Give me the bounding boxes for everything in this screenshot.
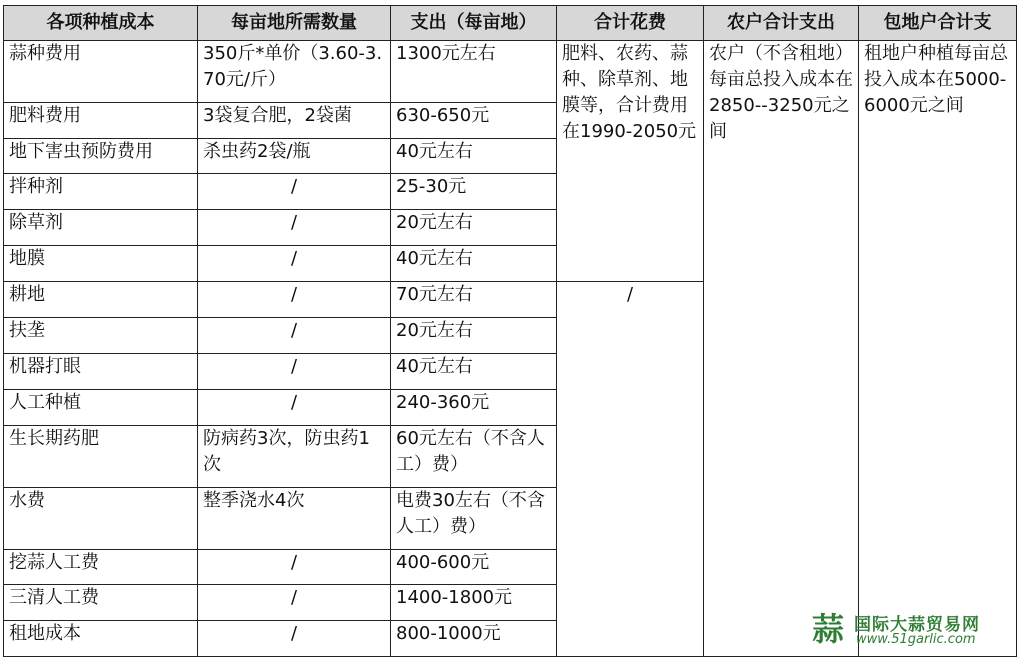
header-cost-item: 各项种植成本: [4, 6, 198, 41]
cost-item-cell: 机器打眼: [4, 354, 198, 390]
cost-item-cell: 挖蒜人工费: [4, 550, 198, 585]
cost-item-cell: 租地成本: [4, 621, 198, 657]
cost-item-cell: 地膜: [4, 246, 198, 282]
cost-item-cell: 地下害虫预防费用: [4, 139, 198, 174]
cost-item-cell: 蒜种费用: [4, 41, 198, 103]
table-row: [4, 41, 1017, 103]
cost-cell: 70元左右: [391, 282, 557, 318]
cost-item-cell: 生长期药肥: [4, 426, 198, 488]
quantity-cell: 杀虫药2袋/瓶: [198, 139, 391, 174]
header-quantity: 每亩地所需数量: [198, 6, 391, 41]
cost-cell: 240-360元: [391, 390, 557, 426]
quantity-cell: 整季浇水4次: [198, 488, 391, 550]
quantity-cell: /: [198, 282, 391, 318]
farmer-total-cell: 农户（不含租地）每亩总投入成本在2850--3250元之间: [704, 41, 859, 657]
quantity-cell: /: [198, 390, 391, 426]
cost-item-cell: 扶垄: [4, 318, 198, 354]
tenant-total-cell: 租地户种植每亩总投入成本在5000-6000元之间: [859, 41, 1017, 657]
quantity-cell: /: [198, 174, 391, 210]
cost-item-cell: 人工种植: [4, 390, 198, 426]
cost-item-cell: 除草剂: [4, 210, 198, 246]
cost-cell: 25-30元: [391, 174, 557, 210]
cost-cell: 630-650元: [391, 103, 557, 139]
cost-cell: 20元左右: [391, 210, 557, 246]
quantity-cell: 350斤*单价（3.60-3.70元/斤）: [198, 41, 391, 103]
quantity-cell: 3袋复合肥，2袋菌: [198, 103, 391, 139]
cost-cell: 400-600元: [391, 550, 557, 585]
cost-cell: 40元左右: [391, 246, 557, 282]
cost-cell: 电费30左右（不含人工）费）: [391, 488, 557, 550]
merged-total-cost-cell-empty: /: [557, 282, 704, 657]
watermark-url: www.51garlic.com: [856, 632, 976, 647]
cost-cell: 20元左右: [391, 318, 557, 354]
garlic-logo-icon: 蒜: [812, 610, 845, 648]
quantity-cell: /: [198, 354, 391, 390]
quantity-cell: 防病药3次，防虫药1次: [198, 426, 391, 488]
cost-cell: 60元左右（不含人工）费）: [391, 426, 557, 488]
watermark-site-name: 国际大蒜贸易网: [854, 615, 980, 635]
quantity-cell: /: [198, 318, 391, 354]
cost-cell: 1300元左右: [391, 41, 557, 103]
quantity-cell: /: [198, 210, 391, 246]
quantity-cell: /: [198, 621, 391, 657]
cost-item-cell: 肥料费用: [4, 103, 198, 139]
header-expense-per-mu: 支出（每亩地）: [391, 6, 557, 41]
cost-cell: 40元左右: [391, 139, 557, 174]
quantity-cell: /: [198, 585, 391, 621]
cost-item-cell: 水费: [4, 488, 198, 550]
header-row: [4, 6, 1017, 41]
cost-item-cell: 三清人工费: [4, 585, 198, 621]
site-watermark: [812, 608, 1012, 654]
quantity-cell: /: [198, 550, 391, 585]
quantity-cell: /: [198, 246, 391, 282]
merged-total-cost-cell: 肥料、农药、蒜种、除草剂、地膜等，合计费用在1990-2050元: [557, 41, 704, 282]
cost-item-cell: 拌种剂: [4, 174, 198, 210]
cost-cell: 800-1000元: [391, 621, 557, 657]
cost-item-cell: 耕地: [4, 282, 198, 318]
cost-cell: 1400-1800元: [391, 585, 557, 621]
planting-cost-table: [3, 5, 1017, 657]
header-tenant-total: 包地户合计支: [859, 6, 1017, 41]
header-total-cost: 合计花费: [557, 6, 704, 41]
header-farmer-total: 农户合计支出: [704, 6, 859, 41]
cost-cell: 40元左右: [391, 354, 557, 390]
